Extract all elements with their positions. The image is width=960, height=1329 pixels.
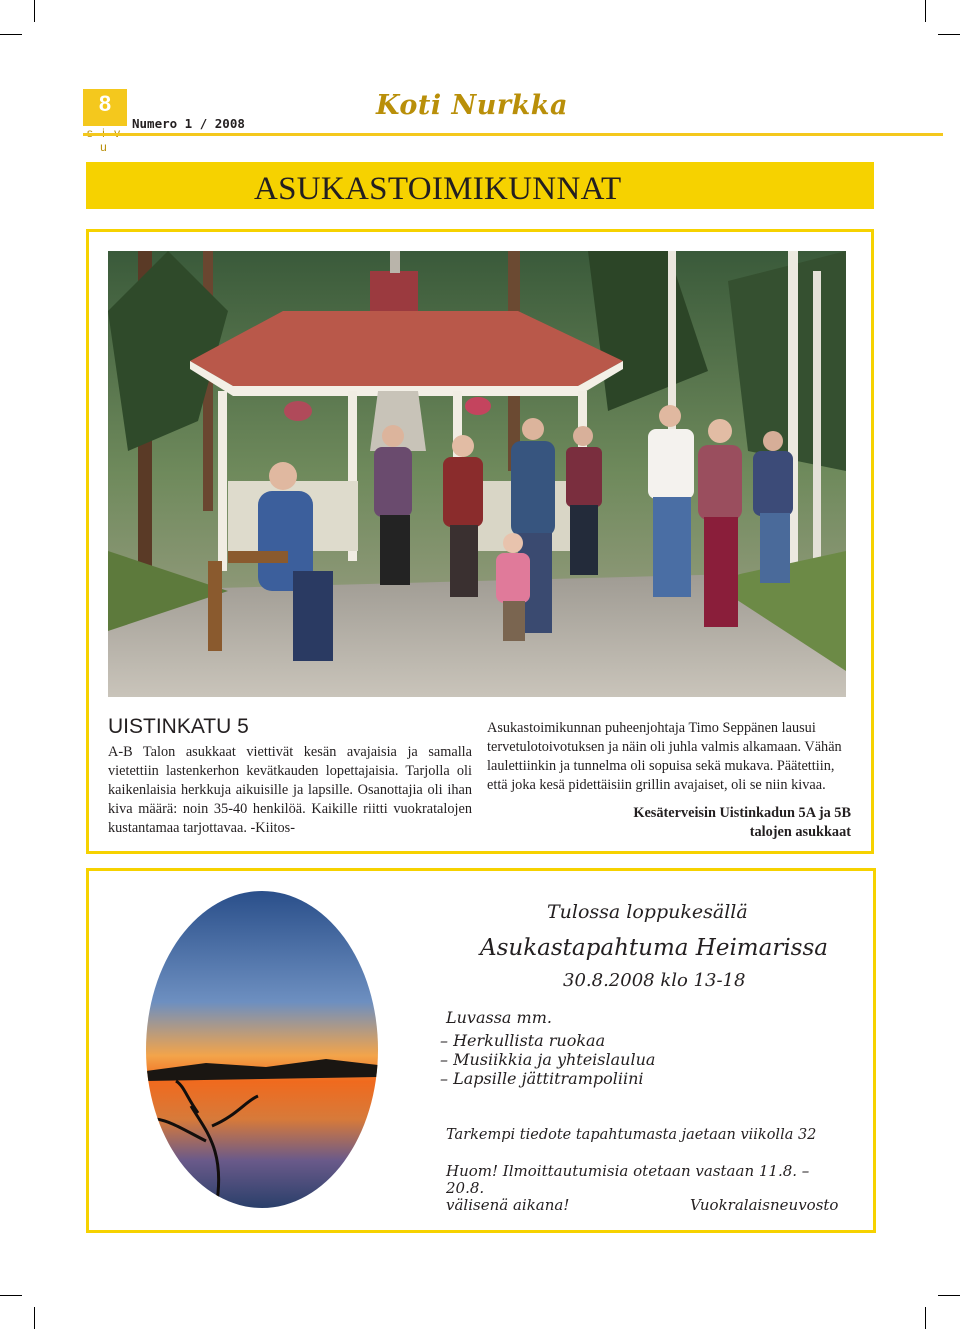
- event-coming: Tulossa loppukesällä: [547, 901, 748, 923]
- greeting-line-2: talojen asukkaat: [749, 824, 851, 840]
- crop-mark: [938, 34, 960, 35]
- event-title: Asukastapahtuma Heimarissa: [480, 935, 828, 961]
- crop-mark: [938, 1295, 960, 1296]
- list-item: – Musiikkia ja yhteislaulua: [440, 1050, 656, 1069]
- event-list: [440, 1031, 655, 1088]
- greeting-line-1: Kesäterveisin Uistinkadun 5A ja 5B: [633, 805, 851, 821]
- article-right-text: Asukastoimikunnan puheenjohtaja Timo Seppänen lausui tervetulotoivotuksen ja näin oli juhla valmis alkamaan. Vähän laulettiinkin ja tunnelma oli sopuisa sekä mukava. Päätettiin, että joka kesä pidettäisiin grillin avajaiset, oli se niin kivaa.: [487, 720, 842, 793]
- crop-mark: [0, 1295, 22, 1296]
- gazebo-party-photo: [108, 251, 846, 697]
- page-word: u: [100, 140, 110, 154]
- brand-text: Koti Nurkka: [376, 90, 568, 121]
- event-signature: Vuokralaisneuvosto: [690, 1196, 839, 1214]
- event-datetime: 30.8.2008 klo 13-18: [563, 970, 746, 991]
- event-promised: Luvassa mm.: [446, 1008, 552, 1027]
- article-heading: UISTINKATU 5: [108, 715, 249, 738]
- crop-mark: [34, 0, 35, 22]
- event-info: Tarkempi tiedote tapahtumasta jaetaan viikolla 32: [446, 1127, 817, 1143]
- sunset-lake-photo: [146, 891, 378, 1208]
- article-greeting: [487, 804, 851, 842]
- section-title: ASUKASTOIMIKUNNAT: [254, 171, 622, 207]
- section-title-bar: [86, 162, 874, 209]
- list-item: – Lapsille jättitrampoliini: [440, 1069, 644, 1088]
- list-item: – Herkullista ruokaa: [440, 1031, 606, 1050]
- crop-mark: [925, 0, 926, 22]
- page-number-box: [83, 89, 127, 126]
- header-rule: [83, 133, 943, 136]
- page-number: 8: [98, 91, 112, 116]
- issue-number: Numero 1 / 2008: [132, 116, 245, 131]
- brand-logo: [376, 90, 568, 121]
- crop-mark: [0, 34, 22, 35]
- event-note-line-1: Huom! Ilmoittautumisia otetaan vastaan 11.8. – 20.8.: [446, 1162, 810, 1197]
- event-note-line-2: välisenä aikana!: [446, 1196, 570, 1214]
- crop-mark: [34, 1307, 35, 1329]
- crop-mark: [925, 1307, 926, 1329]
- article-left-text: A-B Talon asukkaat viettivät kesän avajaisia ja samalla vietettiin lastenkerhon kevätkauden lopettajaisia. Tarjolla oli kaikenlaisia herkkuja aikuisille ja lapsille. Osanottajia oli ihan kiva määrä: noin 35-40 henkilöä. Kaikille riitti vuokratalojen kustantamaa tarjottavaa. -Kiitos-: [108, 744, 472, 836]
